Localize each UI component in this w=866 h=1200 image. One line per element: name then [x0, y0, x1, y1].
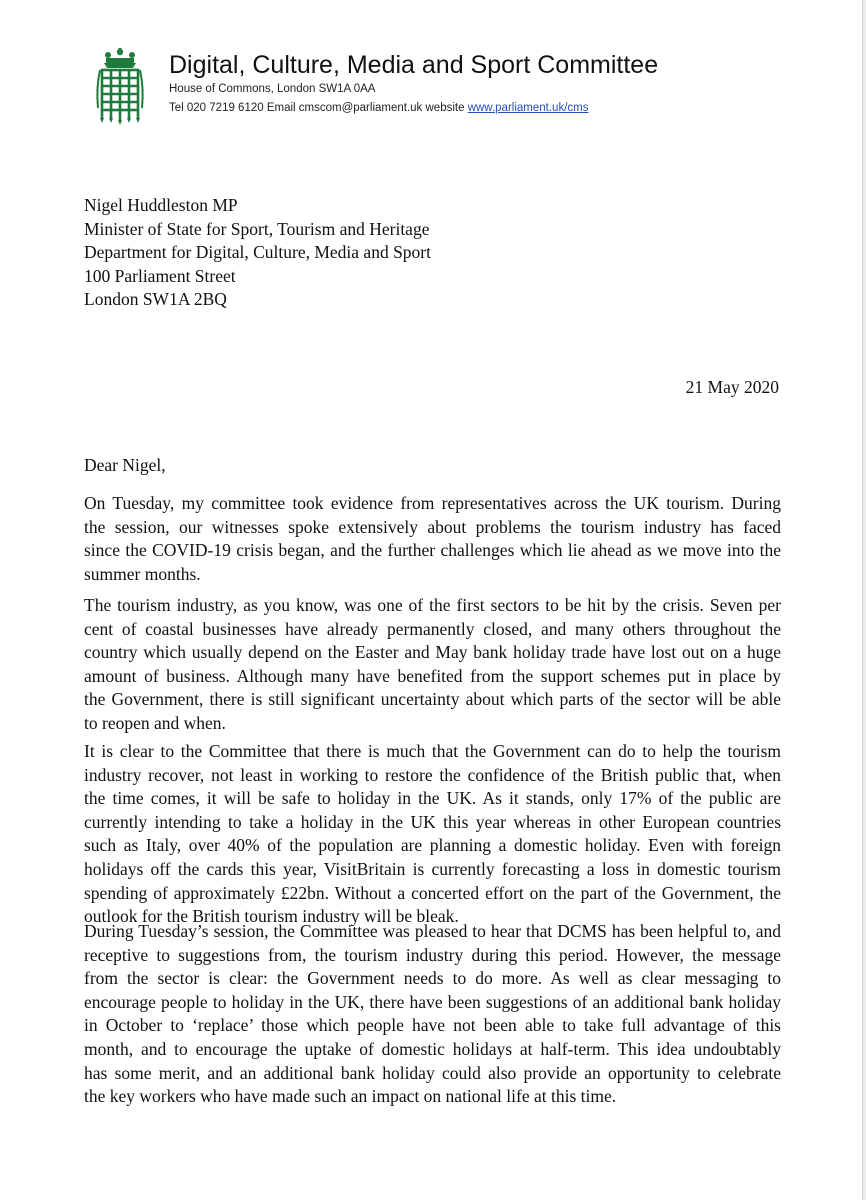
paragraph-line: outlook for the British tourism industry will be bleak.	[84, 906, 459, 927]
committee-address: House of Commons, London SW1A 0AA	[169, 83, 376, 95]
paragraph-line: the session, our witnesses spoke extensively about problems the tourism industry has faced	[84, 516, 781, 537]
website-link[interactable]: www.parliament.uk/cms	[467, 102, 589, 114]
contact-details: Tel 020 7219 6120 Email cmscom@parliament.uk website	[169, 102, 468, 114]
paragraph-line: since the COVID-19 crisis began, and the further challenges which lie ahead as we move into the	[84, 540, 781, 561]
paragraph-line: the key workers who have made such an impact on national life at this time.	[84, 1086, 617, 1107]
paragraph-1	[84, 492, 781, 586]
paragraph-line: It is clear to the Committee that there is much that the Government can do to help the tourism	[84, 741, 781, 761]
paragraph-line: to reopen and when.	[84, 712, 226, 733]
letter-date: 21 May 2020	[685, 377, 779, 397]
paragraph-line: receptive to suggestions from, the tourism industry during this period. However, the message	[84, 944, 781, 965]
paragraph-line: spending of approximately £22bn. Without a concerted effort on the part of the Government, the	[84, 882, 781, 903]
paragraph-line: has some merit, and an additional bank holiday could also provide an opportunity to celebrate	[84, 1062, 781, 1083]
paragraph-line: month, and to encourage the uptake of domestic holidays at half-term. This idea undoubtably	[84, 1038, 781, 1059]
paragraph-line: summer months.	[84, 563, 201, 584]
paragraph-line: The tourism industry, as you know, was one of the first sectors to be hit by the crisis. Seven per	[84, 595, 781, 615]
paragraph-line: On Tuesday, my committee took evidence from representatives across the UK tourism. During	[84, 493, 781, 513]
paragraph-line: During Tuesday’s session, the Committee was pleased to hear that DCMS has been helpful to, and	[84, 921, 781, 941]
recipient-city: London SW1A 2BQ	[84, 289, 227, 309]
paragraph-line: cent of coastal businesses have already permanently closed, and many others throughout the	[84, 618, 781, 639]
paragraph-4	[84, 920, 781, 1109]
paragraph-line: the Government, there is still significant uncertainty about which parts of the sector will be able	[84, 689, 781, 710]
paragraph-line: holidays off the cards this year, VisitBritain is currently forecasting a loss in domestic tourism	[84, 858, 781, 879]
portcullis-icon	[92, 48, 148, 126]
paragraph-line: amount of business. Although many have benefited from the support schemes put in place by	[84, 665, 781, 686]
paragraph-2	[84, 594, 781, 736]
paragraph-line: in October to ‘replace’ those which people have not been able to take full advantage of this	[84, 1015, 781, 1036]
committee-name: Digital, Culture, Media and Sport Committee	[169, 51, 659, 79]
paragraph-line: the time comes, it will be safe to holiday in the UK. As it stands, only 17% of the public are	[84, 788, 781, 809]
paragraph-line: country which usually depend on the Easter and May bank holiday trade have lost out on a huge	[84, 642, 781, 663]
paragraph-3	[84, 740, 781, 929]
recipient-address-block	[84, 194, 431, 312]
paragraph-line: encourage people to holiday in the UK, there have been suggestions of an additional bank holiday	[84, 991, 781, 1012]
paragraph-line: currently intending to take a holiday in the UK this year whereas in other European countries	[84, 811, 781, 832]
recipient-department: Department for Digital, Culture, Media and Sport	[84, 242, 432, 262]
paragraph-line: industry recover, not least in working to restore the confidence of the British public that, when	[84, 764, 781, 785]
recipient-title: Minister of State for Sport, Tourism and Heritage	[84, 218, 430, 239]
committee-contact	[169, 101, 588, 116]
recipient-name: Nigel Huddleston MP	[84, 195, 238, 215]
paragraph-line: such as Italy, over 40% of the population are planning a domestic holiday. Even with foreign	[84, 835, 781, 856]
paragraph-line: from the sector is clear: the Government needs to do more. As well as clear messaging to	[84, 968, 781, 989]
recipient-street: 100 Parliament Street	[84, 265, 236, 286]
salutation: Dear Nigel,	[84, 455, 166, 475]
